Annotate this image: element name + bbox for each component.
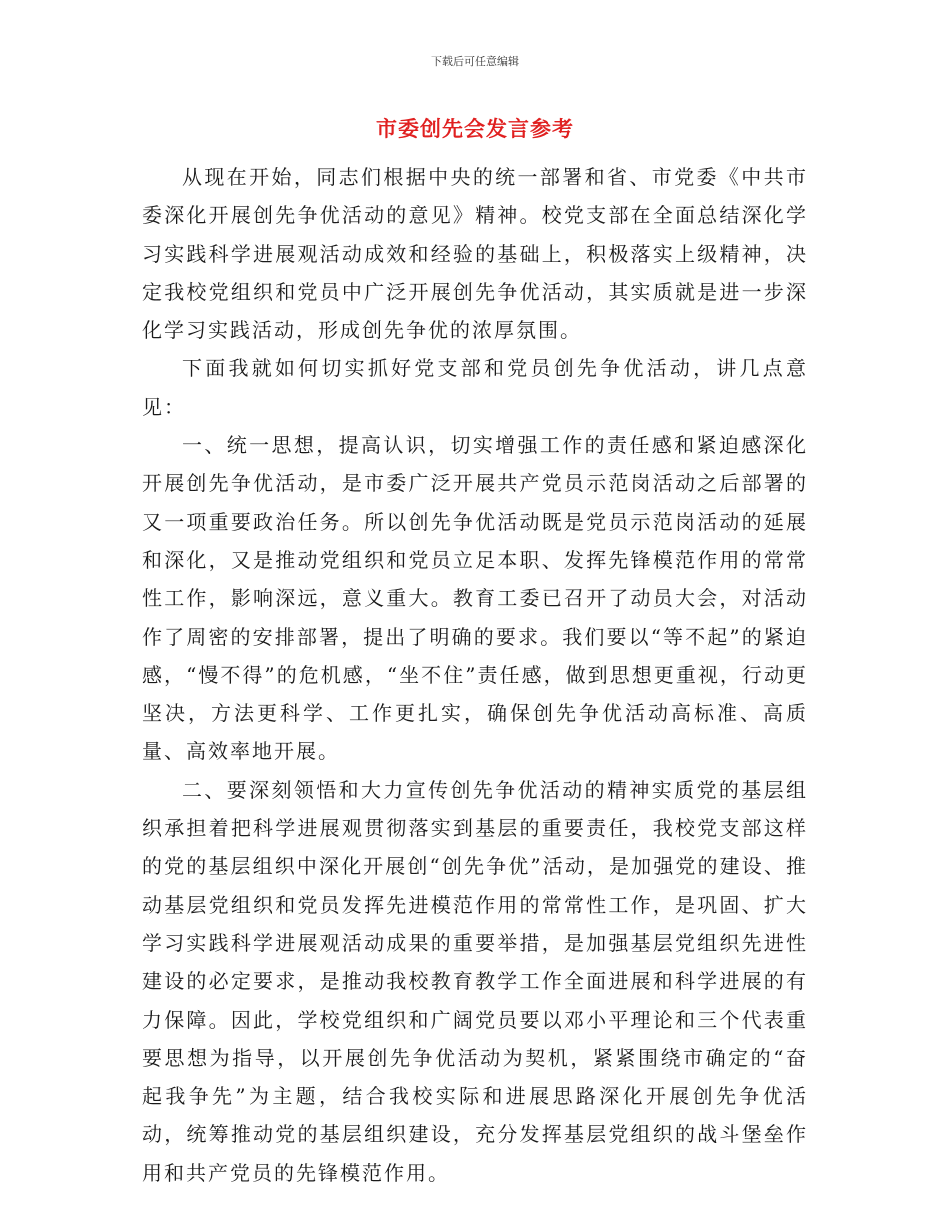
document-body [142, 158, 808, 1192]
header-note: 下载后可任意编辑 [431, 55, 519, 68]
paragraph-point-two: 二、要深刻领悟和大力宣传创先争优活动的精神实质党的基层组织承担着把科学进展观贯彻落实到基层的重要责任，我校党支部这样的党的基层组织中深化开展创“创先争优”活动，是加强党的建设、推动基层党组织和党员发挥先进模范作用的常常性工作，是巩固、扩大学习实践科学进展观活动成果的重要举措，是加强基层党组织先进性建设的必定要求，是推动我校教育教学工作全面进展和科学进展的有力保障。因此，学校党组织和广阔党员要以邓小平理论和三个代表重要思想为指导，以开展创先争优活动为契机，紧紧围绕市确定的“奋起我争先”为主题，结合我校实际和进展思路深化开展创先争优活动，统筹推动党的基层组织建设，充分发挥基层党组织的战斗堡垒作用和共产党员的先锋模范作用。 [142, 777, 808, 1185]
paragraph-intro: 从现在开始，同志们根据中央的统一部署和省、市党委《中共市委深化开展创先争优活动的意见》精神。校党支部在全面总结深化学习实践科学进展观活动成效和经验的基础上，积极落实上级精神，决定我校党组织和党员中广泛开展创先争优活动，其实质就是进一步深化学习实践活动，形成创先争优的浓厚氛围。 [142, 165, 808, 343]
document-title: 市委创先会发言参考 [376, 117, 574, 141]
paragraph-opening: 下面我就如何切实抓好党支部和党员创先争优活动，讲几点意见： [142, 356, 808, 419]
paragraph-point-one: 一、统一思想，提高认识，切实增强工作的责任感和紧迫感深化开展创先争优活动，是市委广泛开展共产党员示范岗活动之后部署的又一项重要政治任务。所以创先争优活动既是党员示范岗活动的延展和深化，又是推动党组织和党员立足本职、发挥先锋模范作用的常常性工作，影响深远，意义重大。教育工委已召开了动员大会，对活动作了周密的安排部署，提出了明确的要求。我们要以“等不起”的紧迫感，“慢不得”的危机感，“坐不住”责任感，做到思想更重视，行动更坚决，方法更科学、工作更扎实，确保创先争优活动高标准、高质量、高效率地开展。 [142, 433, 808, 764]
